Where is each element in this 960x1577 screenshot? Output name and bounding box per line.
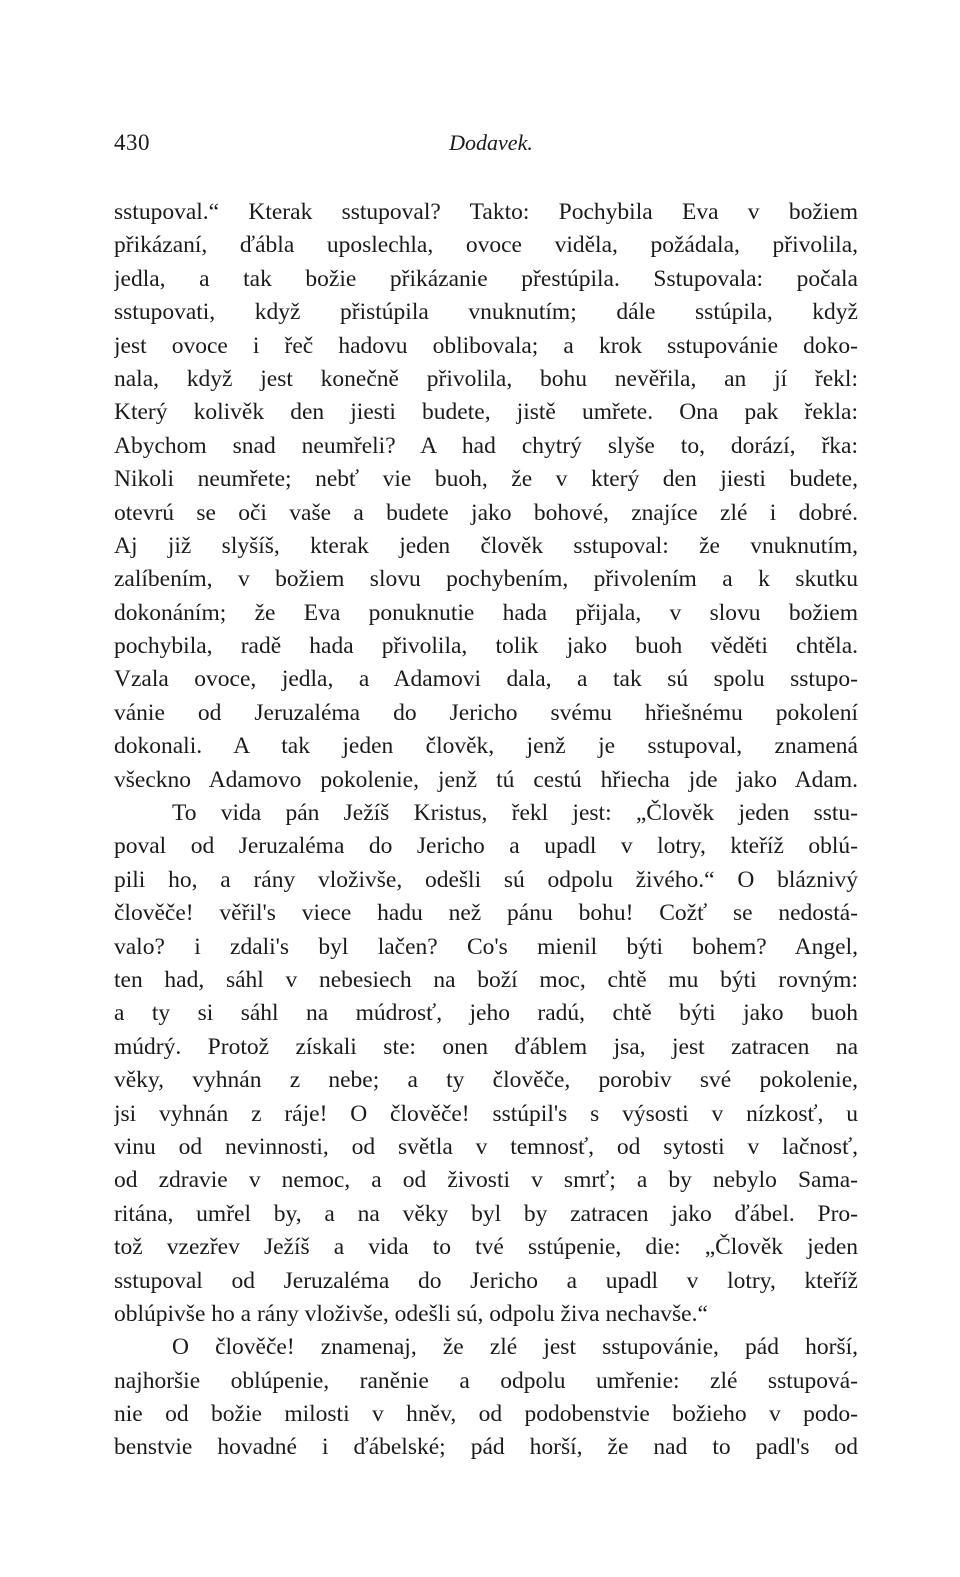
text-line: tož vzezřev Ježíš a vida to tvé sstúpenie, die: „Člověk jeden [114, 1234, 858, 1261]
text-line: najhoršie oblúpenie, raněnie a odpolu umřenie: zlé sstupová- [114, 1367, 858, 1394]
text-line: nala, když jest konečně přivolila, bohu nevěřila, an jí řekl: [114, 365, 858, 392]
text-line: od zdravie v nemoc, a od živosti v smrť; a by nebylo Sama- [114, 1167, 858, 1194]
text-line: benstvie hovadné i ďábelské; pád horší, že nad to padl's od [114, 1434, 858, 1461]
text-line: přikázaní, ďábla uposlechla, ovoce viděla, požádala, přivolila, [114, 232, 858, 259]
page-number: 430 [114, 130, 150, 155]
text-line: dokonáním; že Eva ponuknutie hada přijala, v slovu božiem [114, 599, 858, 626]
text-line: sstupoval od Jeruzaléma do Jericho a upadl v lotry, kteříž [114, 1267, 858, 1294]
text-line: Nikoli neumřete; nebť vie buoh, že v který den jiesti budete, [114, 466, 858, 493]
text-line: múdrý. Protož získali ste: onen ďáblem jsa, jest zatracen na [114, 1033, 858, 1060]
text-line: To vida pán Ježíš Kristus, řekl jest: „Člověk jeden sstu- [172, 800, 858, 827]
text-line: věky, vyhnán z nebe; a ty člověče, porobiv své pokolenie, [114, 1067, 858, 1094]
text-line: Který kolivěk den jiesti budete, jistě umřete. Ona pak řekla: [114, 399, 858, 426]
text-line: nie od božie milosti v hněv, od podobenstvie božieho v podo- [114, 1401, 858, 1428]
text-line: jsi vyhnán z ráje! O člověče! sstúpil's s výsosti v nízkosť, u [114, 1100, 858, 1127]
text-line: ten had, sáhl v nebesiech na boží moc, chtě mu býti rovným: [114, 966, 858, 993]
text-line: otevrú se oči vaše a budete jako bohové, znajíce zlé i dobré. [114, 499, 858, 526]
text-line: ritána, umřel by, a na věky byl by zatracen jako ďábel. Pro- [114, 1200, 858, 1227]
text-line: člověče! věřil's viece hadu než pánu bohu! Cožť se nedostá- [114, 900, 858, 927]
text-line: a ty si sáhl na múdrosť, jeho radú, chtě býti jako buoh [114, 1000, 858, 1027]
text-line: vinu od nevinnosti, od světla v temnosť, od sytosti v lačnosť, [114, 1133, 858, 1160]
text-line: zalíbením, v božiem slovu pochybením, přivolením a k skutku [114, 566, 858, 593]
text-line: Vzala ovoce, jedla, a Adamovi dala, a tak sú spolu sstupo- [114, 666, 858, 693]
running-head [114, 130, 858, 162]
body-text [114, 196, 858, 1465]
text-line: poval od Jeruzaléma do Jericho a upadl v lotry, kteříž oblú- [114, 833, 858, 860]
text-line: sstupoval.“ Kterak sstupoval? Takto: Pochybila Eva v božiem [114, 199, 858, 225]
text-line: pochybila, radě hada přivolila, tolik jako buoh věděti chtěla. [114, 633, 858, 660]
text-line: jest ovoce i řeč hadovu oblibovala; a krok sstupovánie doko- [114, 332, 858, 359]
text-line: O člověče! znamenaj, že zlé jest sstupovánie, pád horší, [172, 1334, 858, 1361]
text-line: valo? i zdali's byl lačen? Co's mienil býti bohem? Angel, [114, 933, 858, 960]
text-line: Aj již slyšíš, kterak jeden člověk sstupoval: že vnuknutím, [114, 532, 858, 559]
running-title: Dodavek. [449, 130, 533, 155]
text-line: Abychom snad neumřeli? A had chytrý slyše to, dorází, řka: [114, 432, 858, 459]
text-line: dokonali. A tak jeden člověk, jenž je sstupoval, znamená [114, 733, 858, 760]
text-line: vánie od Jeruzaléma do Jericho svému hřiešnému pokolení [114, 699, 858, 726]
text-line: všeckno Adamovo pokolenie, jenž tú cestú hřiecha jde jako Adam. [114, 766, 858, 793]
text-line: pili ho, a rány vloživše, odešli sú odpolu živého.“ O bláznivý [114, 866, 858, 893]
text-line: sstupovati, když přistúpila vnuknutím; dále sstúpila, když [114, 299, 858, 326]
text-line: jedla, a tak božie přikázanie přestúpila. Sstupovala: počala [114, 265, 858, 292]
text-line: oblúpivše ho a rány vloživše, odešli sú, odpolu živa nechavše.“ [114, 1300, 708, 1327]
